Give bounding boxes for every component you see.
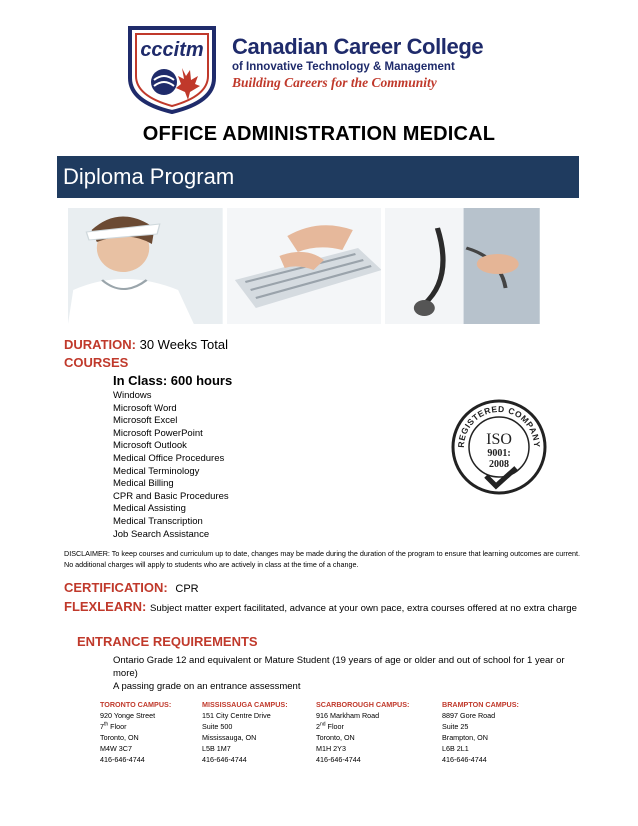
campus-phone: 416-646-4744	[442, 755, 487, 764]
campus-name: SCARBOROUGH CAMPUS:	[316, 700, 410, 709]
campus-city: Toronto, ON	[100, 733, 139, 742]
campus-name: TORONTO CAMPUS:	[100, 700, 172, 709]
list-item: Microsoft Word	[113, 402, 177, 414]
duration-row	[64, 337, 228, 352]
campus-city: Brampton, ON	[442, 733, 488, 742]
campus-address: 920 Yonge Street	[100, 711, 156, 720]
campus-name: MISSISSAUGA CAMPUS:	[202, 700, 288, 709]
campus-name: BRAMPTON CAMPUS:	[442, 700, 519, 709]
certification-value: CPR	[175, 583, 199, 595]
campus-postal: L6B 2L1	[442, 744, 469, 753]
iso-certification-badge	[450, 398, 548, 496]
campus-phone: 416-646-4744	[100, 755, 145, 764]
college-logo	[124, 22, 484, 114]
keyboard-photo	[227, 208, 382, 324]
campus-postal: L5B 1M7	[202, 744, 231, 753]
campus-city: Mississauga, ON	[202, 733, 257, 742]
list-item: Windows	[113, 390, 152, 401]
list-item: Medical Assisting	[113, 503, 186, 515]
course-list	[113, 390, 229, 541]
campus-postal: M4W 3C7	[100, 744, 132, 753]
list-item: Microsoft Excel	[113, 415, 178, 427]
list-item: Ontario Grade 12 and equivalent or Mature Student (19 years of age or older and out of school for 1 year or more)	[113, 655, 565, 679]
list-item: CPR and Basic Procedures	[113, 490, 229, 502]
svg-text:9001:: 9001:	[487, 448, 511, 459]
list-item: Medical Billing	[113, 478, 174, 490]
campus-toronto	[100, 699, 171, 765]
college-tagline: Building Careers for the Community	[232, 75, 437, 90]
duration-value: 30 Weeks Total	[139, 337, 229, 352]
list-item: Medical Transcription	[113, 515, 203, 527]
courses-heading: COURSES	[64, 355, 129, 370]
flexlearn-value: Subject matter expert facilitated, advance at your own pace, extra courses offered at no extra charge	[149, 603, 577, 614]
list-item: Microsoft Outlook	[113, 440, 187, 452]
campus-floor: 7th Floor	[100, 721, 127, 731]
in-class-hours: In Class: 600 hours	[113, 373, 233, 388]
svg-text:REGISTERED COMPANY: REGISTERED COMPANY	[455, 403, 543, 448]
disclaimer-text: DISCLAIMER: To keep courses and curriculum up to date, changes may be made during the duration of the program to ensure that learning outcomes are current. No additional charges will apply to students who are actively in class at the time of a change.	[64, 549, 581, 569]
college-name: Canadian Career College	[232, 34, 484, 59]
photo-strip	[68, 208, 540, 324]
campus-phone: 416-646-4744	[202, 755, 247, 764]
svg-text:ISO: ISO	[486, 431, 512, 448]
campus-postal: M1H 2Y3	[316, 744, 346, 753]
campus-brampton	[442, 699, 519, 765]
entrance-requirements-list	[113, 654, 583, 693]
duration-label: DURATION:	[64, 337, 136, 352]
entrance-heading: ENTRANCE REQUIREMENTS	[77, 634, 258, 649]
list-item: Microsoft PowerPoint	[113, 427, 203, 439]
program-banner	[57, 156, 579, 198]
campus-scarborough	[316, 699, 409, 765]
svg-text:cccitm: cccitm	[140, 39, 204, 61]
list-item: Job Search Assistance	[113, 528, 210, 540]
campus-floor: 2nd Floor	[316, 721, 344, 731]
college-emblem-icon	[124, 22, 220, 114]
list-item: Medical Office Procedures	[113, 452, 225, 464]
nurse-photo	[68, 208, 223, 324]
campus-address: 916 Markham Road	[316, 711, 380, 720]
campus-address: 151 City Centre Drive	[202, 711, 271, 720]
campus-directory	[100, 699, 600, 769]
campus-suite: Suite 25	[442, 722, 469, 731]
logo-text-block	[232, 34, 483, 92]
list-item: Medical Terminology	[113, 465, 200, 477]
college-subtitle: of Innovative Technology & Management	[232, 61, 455, 73]
campus-address: 8897 Gore Road	[442, 711, 496, 720]
program-title: OFFICE ADMINISTRATION MEDICAL	[142, 123, 496, 145]
campus-city: Toronto, ON	[316, 733, 355, 742]
campus-mississauga	[202, 699, 288, 765]
flexlearn-row	[64, 599, 577, 614]
certification-row	[64, 580, 199, 595]
svg-text:2008: 2008	[489, 459, 509, 470]
campus-phone: 416-646-4744	[316, 755, 361, 764]
banner-text: Diploma Program	[63, 164, 235, 189]
flexlearn-label: FLEXLEARN:	[64, 599, 147, 614]
campus-suite: Suite 500	[202, 722, 233, 731]
certification-label: CERTIFICATION:	[64, 580, 168, 595]
list-item: A passing grade on an entrance assessment	[113, 681, 301, 692]
stethoscope-photo	[385, 208, 540, 324]
